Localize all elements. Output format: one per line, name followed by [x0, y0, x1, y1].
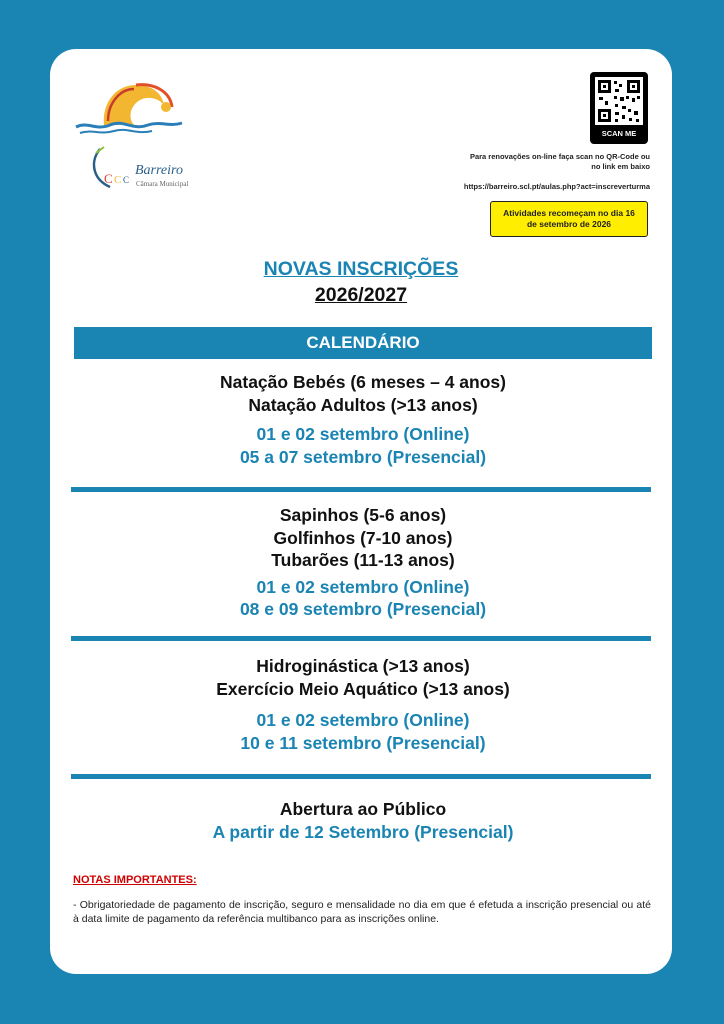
date-line: 01 e 02 setembro (Online) — [256, 710, 470, 730]
activity-line: Sapinhos (5-6 anos) — [279, 505, 447, 525]
notes-text: - Obrigatoriedade de pagamento de inscrição, seguro e mensalidade no dia em que é efetuda a inscrição presencial ou até à data limite de pagamento da referência multibanco para as inscrições online. — [73, 899, 651, 925]
municipality-name: Barreiro — [135, 163, 183, 178]
schedule-section — [50, 798, 676, 843]
renewal-link[interactable]: https://barreiro.scl.pt/aulas.php?act=inscreverturma — [463, 182, 650, 191]
page-title: NOVAS INSCRIÇÕES — [263, 258, 459, 280]
calendar-header — [74, 327, 652, 359]
activity-line: Natação Adultos (>13 anos) — [248, 394, 478, 415]
qr-label: SCAN ME — [601, 129, 637, 138]
activity-line: Abertura ao Público — [279, 799, 447, 819]
svg-text:C: C — [123, 175, 130, 185]
restart-notice — [490, 201, 648, 237]
activity-line: Hidroginástica (>13 anos) — [256, 656, 470, 676]
date-line: 10 e 11 setembro (Presencial) — [240, 732, 486, 753]
barreiro-emblem-icon — [90, 145, 134, 191]
restart-notice-text: Atividades recomeçam no dia 16 de setembro de 2026 — [503, 208, 635, 229]
activity-line: Golfinhos (7-10 anos) — [273, 527, 453, 548]
schedule-section — [50, 655, 676, 754]
activity-line: Tubarões (11-13 anos) — [271, 550, 455, 570]
qr-code-icon — [595, 77, 643, 125]
renewal-instructions: Para renovações on-line faça scan no QR-Code ou no link em baixo — [469, 152, 650, 171]
season-year: 2026/2027 — [314, 284, 408, 306]
barreiro-logo — [90, 145, 215, 193]
activity-line: Exercício Meio Aquático (>13 anos) — [216, 678, 510, 699]
qr-code[interactable] — [590, 72, 648, 144]
schedule-section — [50, 371, 676, 468]
date-line: 05 a 07 setembro (Presencial) — [239, 446, 487, 467]
svg-text:C: C — [104, 171, 113, 186]
swimmer-logo-icon — [74, 77, 184, 137]
poster-card — [50, 49, 672, 974]
calendar-label: CALENDÁRIO — [306, 333, 420, 352]
date-line: A partir de 12 Setembro (Presencial) — [212, 821, 514, 842]
date-line: 01 e 02 setembro (Online) — [256, 424, 470, 444]
notes-title: NOTAS IMPORTANTES: — [73, 874, 197, 886]
date-line: 08 e 09 setembro (Presencial) — [239, 599, 487, 619]
schedule-section — [50, 504, 676, 621]
date-line: 01 e 02 setembro (Online) — [256, 576, 470, 597]
section-divider — [71, 487, 651, 492]
activity-line: Natação Bebés (6 meses – 4 anos) — [220, 372, 506, 392]
section-divider — [71, 636, 651, 641]
section-divider — [71, 774, 651, 779]
municipality-subtitle: Câmara Municipal — [136, 180, 189, 188]
svg-text:C: C — [114, 174, 122, 186]
